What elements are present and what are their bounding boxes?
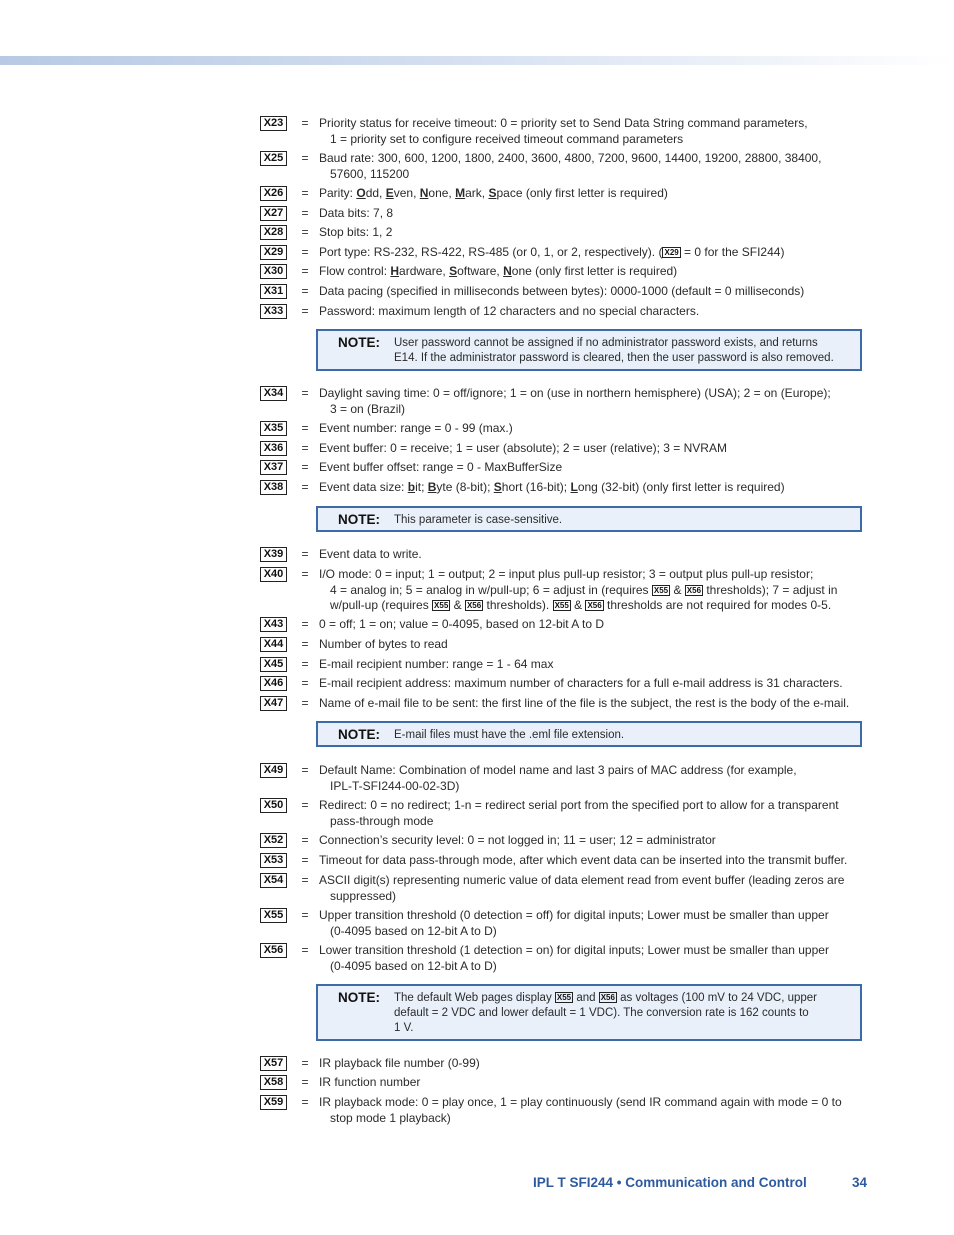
text-run: = 0 for the SFI244)	[680, 245, 785, 259]
equals-sign: =	[301, 264, 309, 278]
note-label: NOTE:	[338, 990, 380, 1005]
description-line: ASCII digit(s) representing numeric value of data element read from event buffer (leading zeros are	[319, 873, 845, 887]
equals-sign: =	[301, 116, 309, 130]
text-run: pace (only first letter is required)	[496, 186, 668, 200]
text-run: as voltages (100 mV to 24 VDC, upper	[616, 992, 818, 1004]
text-run: w/pull-up (requires	[330, 598, 433, 612]
entry-description: Event buffer: 0 = receive; 1 = user (absolute); 2 = user (relative); 3 = NVRAM	[319, 441, 727, 455]
note-text	[394, 991, 860, 1036]
variable-box: X30	[260, 264, 287, 279]
equals-sign: =	[301, 763, 309, 777]
description-line: (0-4095 based on 12-bit A to D)	[330, 958, 497, 973]
text-run: &	[450, 598, 465, 612]
equals-sign: =	[301, 853, 309, 867]
text-run: ardware,	[399, 264, 450, 278]
description-line: (0-4095 based on 12-bit A to D)	[330, 923, 497, 938]
entry-description: Number of bytes to read	[319, 637, 448, 651]
equals-sign: =	[301, 151, 309, 165]
note-line: This parameter is case-sensitive.	[394, 514, 563, 526]
text-run: thresholds).	[483, 598, 553, 612]
inline-variable-box: X55	[653, 585, 669, 595]
entry-description: Event data to write.	[319, 547, 422, 561]
description-line: Upper transition threshold (0 detection = off) for digital inputs; Lower must be smaller than upper	[319, 908, 829, 922]
note-line	[394, 991, 860, 1006]
note-line: E-mail files must have the .eml file extension.	[394, 729, 625, 741]
inline-variable-box: X56	[686, 585, 702, 595]
text-run: thresholds are not required for modes 0-5.	[603, 598, 832, 612]
entry-description: Timeout for data pass-through mode, after which event data can be inserted into the transmit buffer.	[319, 853, 848, 867]
variable-box: X46	[260, 676, 287, 691]
equals-sign: =	[301, 186, 309, 200]
equals-sign: =	[301, 567, 309, 581]
note-label: NOTE:	[338, 512, 380, 527]
entry-description	[319, 186, 869, 202]
variable-box: X45	[260, 657, 287, 672]
text-run: &	[570, 598, 586, 612]
entry-description: Stop bits: 1, 2	[319, 225, 393, 239]
header-gradient-bar	[0, 56, 954, 65]
variable-box: X36	[260, 441, 287, 456]
equals-sign: =	[301, 386, 309, 400]
text-run: one (only first letter is required)	[511, 264, 678, 278]
key-letter: N	[419, 186, 429, 200]
key-letter: S	[449, 264, 458, 278]
key-letter: H	[390, 264, 400, 278]
equals-sign: =	[301, 676, 309, 690]
entry-description: E-mail recipient address: maximum number of characters for a full e-mail address is 31 characters.	[319, 676, 843, 690]
entry-description: E-mail recipient number: range = 1 - 64 max	[319, 657, 554, 671]
text-run: one,	[428, 186, 456, 200]
entry-description	[319, 763, 869, 794]
text-run: and	[573, 992, 599, 1004]
description-line: Redirect: 0 = no redirect; 1-n = redirect serial port from the specified port to allow for a transparent	[319, 798, 839, 812]
key-letter: L	[570, 480, 578, 494]
note-line: default = 2 VDC and lower default = 1 VDC). The conversion rate is 162 counts to	[394, 1007, 809, 1019]
text-run: thresholds); 7 = adjust in	[703, 582, 838, 597]
text-run: ark,	[465, 186, 489, 200]
entry-description	[319, 264, 869, 280]
equals-sign: =	[301, 304, 309, 318]
equals-sign: =	[301, 1095, 309, 1109]
text-run: oftware,	[457, 264, 504, 278]
equals-sign: =	[301, 225, 309, 239]
inline-variable-box: X56	[600, 993, 615, 1002]
equals-sign: =	[301, 833, 309, 847]
equals-sign: =	[301, 637, 309, 651]
text-run: The default Web pages display	[394, 992, 555, 1004]
equals-sign: =	[301, 1056, 309, 1070]
description-line: Lower transition threshold (1 detection = on) for digital inputs; Lower must be smaller than upper	[319, 943, 829, 957]
note-label: NOTE:	[338, 727, 380, 742]
equals-sign: =	[301, 460, 309, 474]
key-letter: S	[488, 186, 497, 200]
equals-sign: =	[301, 284, 309, 298]
entry-description	[319, 908, 869, 939]
variable-box: X40	[260, 567, 287, 582]
variable-box: X39	[260, 547, 287, 562]
text-run: 4 = analog in; 5 = analog in w/pull-up; 6 = adjust in (requires	[330, 582, 652, 597]
description-line: Priority status for receive timeout: 0 = priority set to Send Data String command parameters,	[319, 116, 808, 130]
entry-description	[319, 798, 869, 829]
description-line: suppressed)	[330, 888, 397, 903]
note-box	[316, 984, 862, 1041]
description-line: stop mode 1 playback)	[330, 1110, 451, 1125]
inline-variable-box: X56	[466, 601, 482, 610]
entry-description	[319, 116, 869, 147]
variable-box: X58	[260, 1075, 287, 1090]
entry-description: Name of e-mail file to be sent: the first line of the file is the subject, the rest is the body of the e-mail.	[319, 696, 850, 710]
variable-box: X27	[260, 206, 287, 221]
equals-sign: =	[301, 696, 309, 710]
equals-sign: =	[301, 798, 309, 812]
variable-box: X43	[260, 617, 287, 632]
text-run: Parity:	[319, 186, 357, 200]
variable-box: X37	[260, 460, 287, 475]
variable-box: X29	[260, 245, 287, 260]
variable-box: X54	[260, 873, 287, 888]
description-line: 3 = on (Brazil)	[330, 401, 406, 416]
description-line: I/O mode: 0 = input; 1 = output; 2 = input plus pull-up resistor; 3 = output plus pull-up resistor;	[319, 567, 814, 581]
note-line: 1 V.	[394, 1022, 414, 1034]
entry-description: Connection’s security level: 0 = not logged in; 11 = user; 12 = administrator	[319, 833, 716, 847]
footer-title: IPL T SFI244 • Communication and Control	[533, 1175, 807, 1190]
entry-description: Event number: range = 0 - 99 (max.)	[319, 421, 513, 435]
entry-description: 0 = off; 1 = on; value = 0-4095, based on 12-bit A to D	[319, 617, 604, 631]
equals-sign: =	[301, 245, 309, 259]
inline-variable-box: X55	[556, 993, 572, 1002]
variable-box: X25	[260, 151, 287, 166]
variable-box: X44	[260, 637, 287, 652]
equals-sign: =	[301, 1075, 309, 1089]
note-line: User password cannot be assigned if no administrator password exists, and returns	[394, 337, 818, 349]
entry-description	[319, 873, 869, 904]
note-box	[316, 506, 862, 532]
variable-box: X47	[260, 696, 287, 711]
entry-description: IR function number	[319, 1075, 421, 1089]
key-letter: N	[503, 264, 512, 278]
variable-box: X49	[260, 763, 287, 778]
entry-description: Data bits: 7, 8	[319, 206, 394, 220]
note-label: NOTE:	[338, 335, 380, 350]
equals-sign: =	[301, 480, 309, 494]
entry-description: IR playback file number (0-99)	[319, 1056, 480, 1070]
key-letter: E	[385, 186, 394, 200]
note-box	[316, 329, 862, 371]
text-run: dd,	[365, 186, 386, 200]
inline-variable-box: X29	[664, 248, 679, 257]
entry-description	[319, 567, 879, 614]
text-run: ong (32-bit) (only first letter is required)	[577, 480, 785, 494]
description-line: Baud rate: 300, 600, 1200, 1800, 2400, 3600, 4800, 7200, 9600, 14400, 19200, 28800, 38400,	[319, 151, 822, 165]
entry-description	[319, 245, 869, 261]
variable-box: X50	[260, 798, 287, 813]
inline-variable-box: X56	[587, 601, 602, 610]
text-run: it;	[415, 480, 428, 494]
description-line: pass-through mode	[330, 813, 434, 828]
equals-sign: =	[301, 206, 309, 220]
description-line: Daylight saving time: 0 = off/ignore; 1 = on (use in northern hemisphere) (USA); 2 = on (Europe);	[319, 386, 831, 400]
key-letter: O	[356, 186, 366, 200]
equals-sign: =	[301, 547, 309, 561]
note-text	[394, 336, 860, 366]
entry-description	[319, 943, 869, 974]
page-number: 34	[852, 1175, 868, 1190]
note-text	[394, 728, 860, 743]
key-letter: S	[493, 480, 502, 494]
variable-box: X26	[260, 186, 287, 201]
variable-box: X31	[260, 284, 287, 299]
note-line: E14. If the administrator password is cleared, then the user password is also removed.	[394, 352, 834, 364]
equals-sign: =	[301, 441, 309, 455]
inline-variable-box: X55	[434, 601, 449, 610]
inline-variable-box: X55	[554, 601, 569, 610]
entry-description	[319, 386, 869, 417]
key-letter: M	[455, 186, 466, 200]
variable-box: X55	[260, 908, 287, 923]
variable-box: X56	[260, 943, 287, 958]
note-box	[316, 721, 862, 747]
variable-box: X35	[260, 421, 287, 436]
equals-sign: =	[301, 943, 309, 957]
variable-box: X59	[260, 1095, 287, 1110]
equals-sign: =	[301, 873, 309, 887]
entry-description: Event buffer offset: range = 0 - MaxBufferSize	[319, 460, 563, 474]
description-line	[319, 598, 879, 614]
description-line: IR playback mode: 0 = play once, 1 = play continuously (send IR command again with mode = 0 to	[319, 1095, 842, 1109]
entry-description: Data pacing (specified in milliseconds between bytes): 0000-1000 (default = 0 milliseconds)	[319, 284, 805, 298]
description-line: 1 = priority set to configure received timeout command parameters	[330, 131, 684, 146]
entry-description	[319, 480, 869, 496]
text-run: Port type: RS-232, RS-422, RS-485 (or 0, 1, or 2, respectively). (	[319, 245, 663, 259]
text-run: Flow control:	[319, 264, 391, 278]
description-line: Default Name: Combination of model name and last 3 pairs of MAC address (for example,	[319, 763, 797, 777]
equals-sign: =	[301, 421, 309, 435]
description-line: IPL-T-SFI244-00-02-3D)	[330, 778, 460, 793]
description-line	[319, 583, 879, 599]
variable-box: X34	[260, 386, 287, 401]
text-run: &	[670, 582, 685, 597]
key-letter: B	[427, 480, 437, 494]
variable-box: X53	[260, 853, 287, 868]
equals-sign: =	[301, 908, 309, 922]
text-run: Event data size:	[319, 480, 408, 494]
equals-sign: =	[301, 657, 309, 671]
entry-description	[319, 151, 869, 182]
equals-sign: =	[301, 617, 309, 631]
note-text	[394, 513, 860, 528]
text-run: hort (16-bit);	[501, 480, 571, 494]
variable-box: X33	[260, 304, 287, 319]
key-letter: b	[407, 480, 416, 494]
variable-box: X57	[260, 1056, 287, 1071]
description-line: 57600, 115200	[330, 166, 410, 181]
text-run: yte (8-bit);	[436, 480, 494, 494]
variable-box: X38	[260, 480, 287, 495]
text-run: ven,	[393, 186, 420, 200]
variable-box: X52	[260, 833, 287, 848]
entry-description	[319, 1095, 869, 1126]
entry-description: Password: maximum length of 12 characters and no special characters.	[319, 304, 700, 318]
variable-box: X23	[260, 116, 287, 131]
variable-box: X28	[260, 225, 287, 240]
